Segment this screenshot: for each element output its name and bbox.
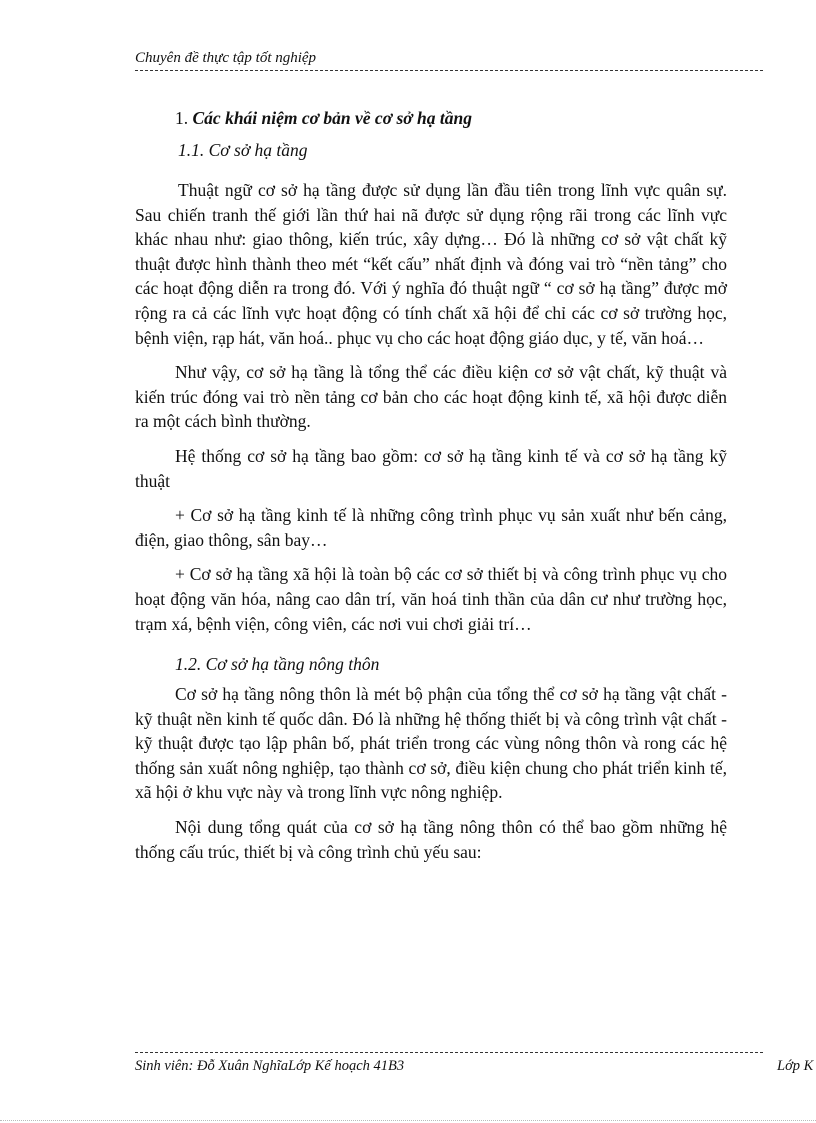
- section-title: Các khái niệm cơ bản về cơ sở hạ tầng: [192, 108, 472, 128]
- header-title: Chuyên đề thực tập tốt nghiệp: [135, 50, 317, 66]
- section-heading: [135, 104, 727, 132]
- paragraph: + Cơ sở hạ tầng xã hội là toàn bộ các cơ sở thiết bị và công trình phục vụ cho hoạt động văn hóa, nâng cao dân trí, văn hoá tinh thần của dân cư như trường học, trạm xá, bệnh viện, công viên, các nơi vui chơi giải trí…: [135, 564, 727, 634]
- paragraph: Cơ sở hạ tầng nông thôn là mét bộ phận của tổng thể cơ sở hạ tầng vật chất - kỹ thuật nền kinh tế quốc dân. Đó là những hệ thống thiết bị và công trình vật chất - kỹ thuật được tạo lập phân bố, phát triển trong các vùng nông thôn và rong các hệ thống sản xuất nông nghiệp, tạo thành cơ sở, điều kiện chung cho phát triển kinh tế, xã hội ở khu vực này và trong lĩnh vực nông nghiệp.: [135, 684, 727, 803]
- paragraph: Như vậy, cơ sở hạ tầng là tổng thể các điều kiện cơ sở vật chất, kỹ thuật và kiến trúc đóng vai trò nền tảng cơ bản cho các hoạt động kinh tế, xã hội được diễn ra một cách bình thường.: [135, 362, 727, 432]
- footer-class: Lớp K: [777, 1058, 814, 1074]
- page-header: [135, 48, 763, 71]
- document-body: [135, 104, 727, 874]
- paragraph: Thuật ngữ cơ sở hạ tầng được sử dụng lần đầu tiên trong lĩnh vực quân sự. Sau chiến tranh thế giới lần thứ hai nã được sử dụng rộng rãi trong các lĩnh vực khác nhau như: giao thông, kiến trúc, xây dựng… Đó là những cơ sở vật chất kỹ thuật được hình thành theo mét “kết cấu” nhất định và đóng vai trò “nền tảng” cho các hoạt động diễn ra trong đó. Với ý nghĩa đó thuật ngữ “ cơ sở hạ tầng” được mở rộng ra cả các lĩnh vực hoạt động có tính chất xã hội để chỉ các cơ sở trường học, bệnh viện, rạp hát, văn hoá.. phục vụ cho các hoạt động giáo dục, y tế, văn hoá…: [135, 180, 727, 348]
- paragraph: Hệ thống cơ sở hạ tầng bao gồm: cơ sở hạ tầng kinh tế và cơ sở hạ tầng kỹ thuật: [135, 445, 727, 491]
- footer-divider: [135, 1052, 763, 1053]
- paragraph: + Cơ sở hạ tầng kinh tế là những công trình phục vụ sản xuất như bến cảng, điện, giao thông, sân bay…: [135, 505, 727, 550]
- subsection-heading-2: 1.2. Cơ sở hạ tầng nông thôn: [175, 654, 380, 675]
- paragraph: Nội dung tổng quát của cơ sở hạ tầng nông thôn có thể bao gồm những hệ thống cấu trúc, thiết bị và công trình chủ yếu sau:: [135, 817, 727, 862]
- footer-student: Sinh viên: Đỗ Xuân NghĩaLớp Kế hoạch 41B3: [135, 1058, 405, 1074]
- page-bottom-border: [0, 1120, 816, 1121]
- section-number: 1.: [175, 108, 189, 128]
- subsection-heading-1: 1.1. Cơ sở hạ tầng: [178, 140, 308, 160]
